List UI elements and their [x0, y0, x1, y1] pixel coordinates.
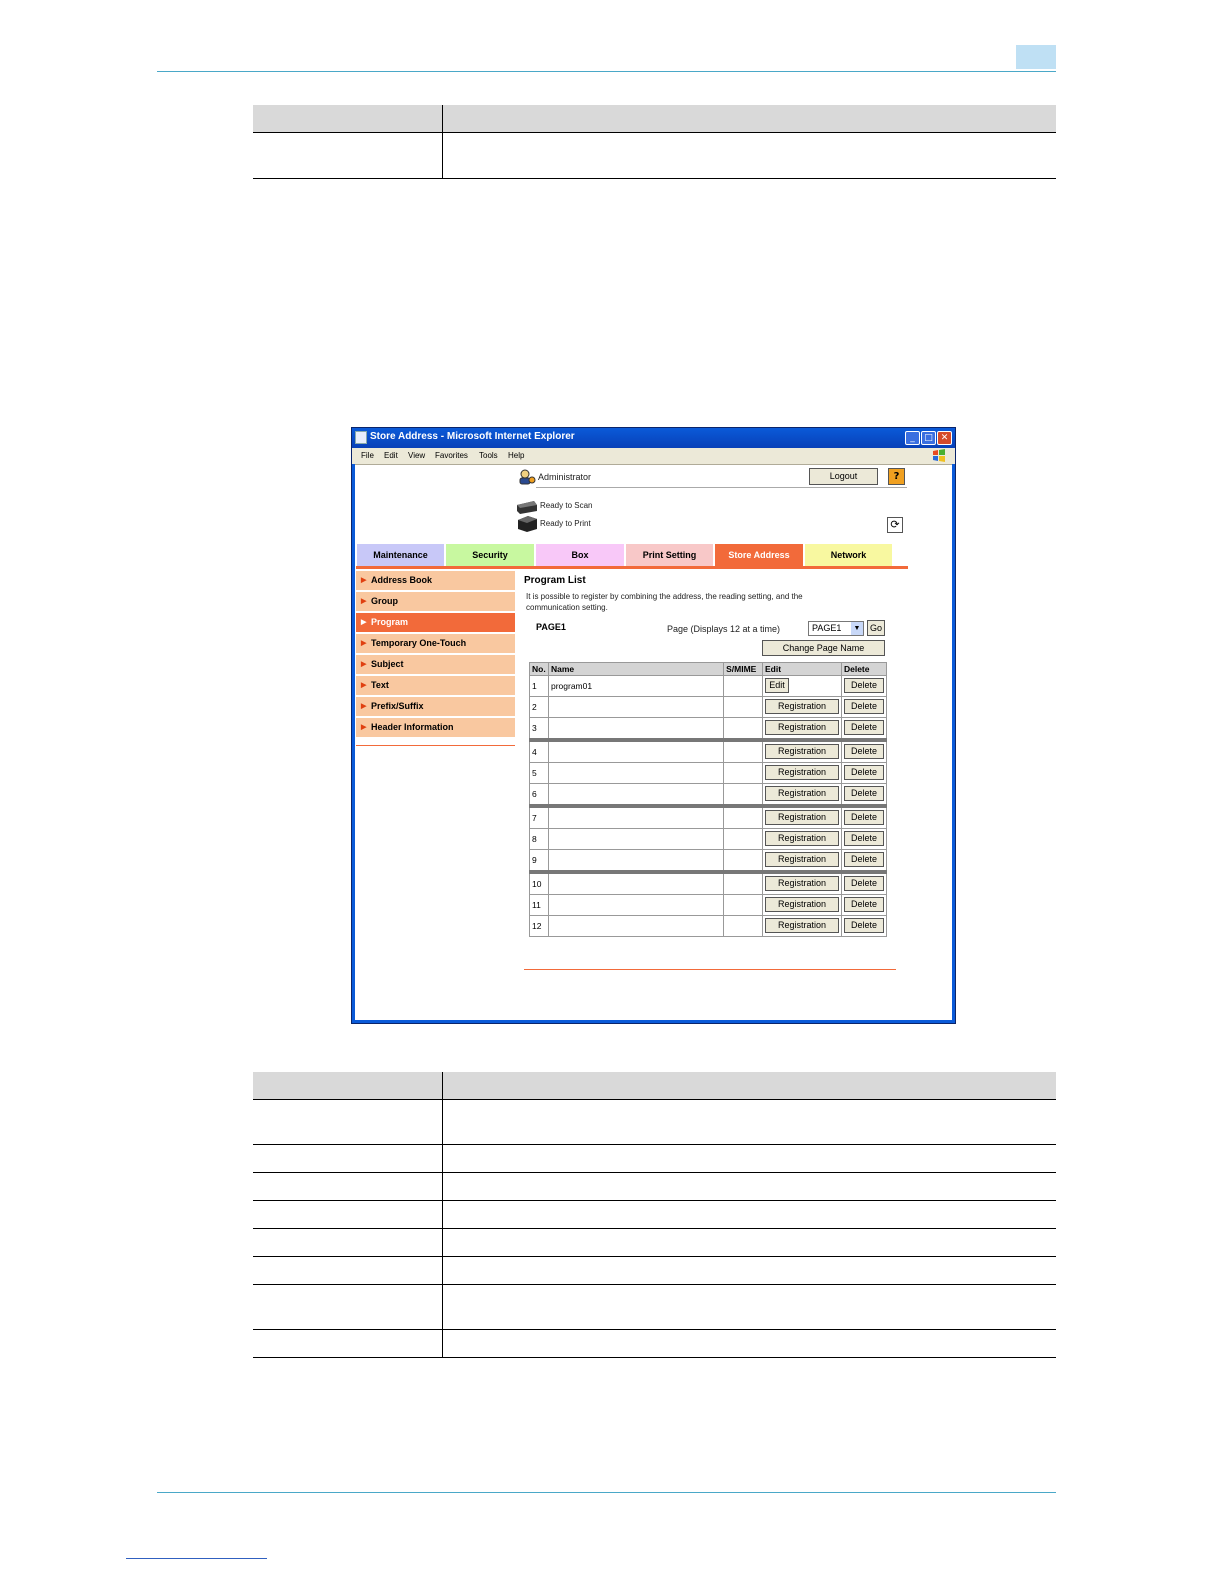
edit-button[interactable]: Edit [765, 678, 789, 693]
row-smime [724, 740, 763, 763]
row-number: 6 [530, 784, 549, 807]
sidebar-item-text[interactable] [356, 676, 515, 695]
delete-button[interactable]: Delete [844, 765, 884, 780]
row-delete-cell [841, 829, 886, 850]
row-name [548, 718, 723, 741]
sidebar-bottom-rule [356, 745, 515, 746]
menu-edit[interactable]: Edit [384, 451, 398, 460]
window-title: Store Address - Microsoft Internet Explorer [370, 431, 575, 442]
menu-favorites[interactable]: Favorites [435, 451, 468, 460]
lower-doc-table-row [253, 1285, 1056, 1330]
sidebar-item-group[interactable] [356, 592, 515, 611]
row-delete-cell [841, 806, 886, 829]
sidebar-item-label: Program [371, 617, 409, 627]
title-bar [352, 428, 955, 448]
row-number: 8 [530, 829, 549, 850]
arrow-right-icon: ▶ [361, 703, 367, 710]
lower-doc-cell [443, 1173, 1057, 1201]
table-row [530, 895, 887, 916]
lower-doc-cell [253, 1285, 443, 1330]
delete-button[interactable]: Delete [844, 678, 884, 693]
lower-doc-table [253, 1072, 1056, 1358]
row-smime [724, 806, 763, 829]
delete-button[interactable]: Delete [844, 699, 884, 714]
row-smime [724, 763, 763, 784]
sidebar-item-temporary-one-touch[interactable] [356, 634, 515, 653]
registration-button[interactable]: Registration [765, 831, 839, 846]
tab-network[interactable]: Network [805, 544, 892, 566]
window-frame-bottom [352, 1020, 955, 1023]
row-action-cell [762, 740, 841, 763]
row-name [548, 763, 723, 784]
column-header-smime: S/MIME [724, 663, 763, 676]
current-page-name: PAGE1 [536, 622, 566, 632]
row-delete-cell [841, 850, 886, 873]
arrow-right-icon: ▶ [361, 661, 367, 668]
row-action-cell [762, 895, 841, 916]
delete-button[interactable]: Delete [844, 720, 884, 735]
change-page-name-button[interactable]: Change Page Name [762, 640, 885, 656]
minimize-button[interactable]: _ [905, 431, 920, 445]
administrator-label: Administrator [538, 472, 592, 482]
arrow-right-icon: ▶ [361, 640, 367, 647]
upper-doc-cell-2 [443, 133, 1057, 179]
administrator-icon [518, 469, 536, 485]
page-bottom-rule [157, 1492, 1056, 1493]
row-name [548, 784, 723, 807]
lower-doc-table-row [253, 1330, 1056, 1358]
row-delete-cell [841, 784, 886, 807]
registration-button[interactable]: Registration [765, 810, 839, 825]
row-smime [724, 916, 763, 937]
page-description: It is possible to register by combining the address, the reading setting, and the communication setting. [526, 592, 803, 612]
upper-doc-cell-1 [253, 133, 443, 179]
ie-page-icon [355, 431, 367, 444]
lower-doc-cell [443, 1257, 1057, 1285]
row-action-cell [762, 784, 841, 807]
row-number: 12 [530, 916, 549, 937]
footer-underline [126, 1558, 267, 1559]
registration-button[interactable]: Registration [765, 744, 839, 759]
header-rule [536, 487, 907, 488]
row-action-cell [762, 916, 841, 937]
sidebar-item-label: Address Book [371, 575, 433, 585]
registration-button[interactable]: Registration [765, 876, 839, 891]
upper-doc-header-cell-2 [443, 105, 1057, 133]
tab-underline [356, 566, 908, 569]
printer-icon [516, 515, 538, 533]
row-number: 9 [530, 850, 549, 873]
row-smime [724, 676, 763, 697]
row-smime [724, 850, 763, 873]
table-row [530, 676, 887, 697]
help-button[interactable]: ? [888, 468, 905, 485]
row-delete-cell [841, 916, 886, 937]
tab-security[interactable]: Security [446, 544, 534, 566]
row-name [548, 895, 723, 916]
table-row [530, 763, 887, 784]
lower-doc-cell [443, 1145, 1057, 1173]
registration-button[interactable]: Registration [765, 897, 839, 912]
row-name [548, 829, 723, 850]
lower-doc-header-cell-2 [443, 1072, 1057, 1100]
refresh-button[interactable] [887, 517, 903, 533]
registration-button[interactable]: Registration [765, 852, 839, 867]
lower-doc-cell [253, 1100, 443, 1145]
lower-doc-table-row [253, 1100, 1056, 1145]
delete-button[interactable]: Delete [844, 897, 884, 912]
program-table-body [530, 676, 887, 937]
registration-button[interactable]: Registration [765, 765, 839, 780]
row-delete-cell [841, 740, 886, 763]
go-button[interactable]: Go [867, 620, 885, 636]
lower-doc-table-header [253, 1072, 1056, 1100]
page-select-label: Page (Displays 12 at a time) [667, 624, 781, 634]
delete-button[interactable]: Delete [844, 876, 884, 891]
registration-button[interactable]: Registration [765, 699, 839, 714]
row-delete-cell [841, 676, 886, 697]
arrow-right-icon: ▶ [361, 724, 367, 731]
lower-doc-table-row [253, 1145, 1056, 1173]
arrow-right-icon: ▶ [361, 577, 367, 584]
arrow-right-icon: ▶ [361, 682, 367, 689]
row-name [548, 697, 723, 718]
column-header-no: No. [530, 663, 549, 676]
sidebar-item-subject[interactable] [356, 655, 515, 674]
row-name [548, 916, 723, 937]
close-button[interactable]: ✕ [937, 431, 952, 445]
page-top-rule [157, 71, 1056, 72]
row-smime [724, 895, 763, 916]
content-bottom-rule [524, 969, 896, 970]
tab-store-address[interactable]: Store Address [715, 544, 803, 566]
table-row [530, 784, 887, 807]
lower-doc-table-row [253, 1229, 1056, 1257]
upper-doc-table-row [253, 133, 1056, 179]
sidebar-item-label: Subject [371, 659, 404, 669]
row-action-cell [762, 676, 841, 697]
lower-doc-cell [253, 1145, 443, 1173]
refresh-icon: ⟳ [890, 518, 900, 531]
registration-button[interactable]: Registration [765, 918, 839, 933]
row-delete-cell [841, 697, 886, 718]
row-delete-cell [841, 895, 886, 916]
lower-doc-cell [253, 1201, 443, 1229]
delete-button[interactable]: Delete [844, 852, 884, 867]
delete-button[interactable]: Delete [844, 831, 884, 846]
row-number: 3 [530, 718, 549, 741]
page-title: Program List [524, 575, 586, 586]
lower-doc-header-cell-1 [253, 1072, 443, 1100]
column-header-edit: Edit [762, 663, 841, 676]
row-number: 5 [530, 763, 549, 784]
table-row [530, 829, 887, 850]
delete-button[interactable]: Delete [844, 744, 884, 759]
lower-doc-cell [443, 1330, 1057, 1358]
table-row [530, 850, 887, 873]
registration-button[interactable]: Registration [765, 786, 839, 801]
upper-doc-header-cell-1 [253, 105, 443, 133]
row-action-cell [762, 872, 841, 895]
row-delete-cell [841, 718, 886, 741]
browser-window [351, 427, 956, 1024]
sidebar-item-label: Temporary One-Touch [371, 638, 467, 648]
row-delete-cell [841, 872, 886, 895]
row-name [548, 806, 723, 829]
row-smime [724, 718, 763, 741]
tab-box[interactable]: Box [536, 544, 624, 566]
table-row [530, 916, 887, 937]
delete-button[interactable]: Delete [844, 786, 884, 801]
logout-button[interactable]: Logout [809, 468, 878, 485]
sidebar-item-header-information[interactable] [356, 718, 515, 737]
table-row [530, 697, 887, 718]
sidebar-item-prefix-suffix[interactable] [356, 697, 515, 716]
tab-maintenance[interactable]: Maintenance [357, 544, 444, 566]
arrow-right-icon: ▶ [361, 598, 367, 605]
tab-print-setting[interactable]: Print Setting [626, 544, 713, 566]
lower-doc-table-row [253, 1201, 1056, 1229]
sidebar-item-address-book[interactable] [356, 571, 515, 590]
menu-tools[interactable]: Tools [479, 451, 498, 460]
menu-help[interactable]: Help [508, 451, 525, 460]
sidebar-item-program[interactable] [356, 613, 515, 632]
registration-button[interactable]: Registration [765, 720, 839, 735]
lower-doc-table-row [253, 1173, 1056, 1201]
row-action-cell [762, 763, 841, 784]
window-frame-right [952, 464, 955, 1023]
page-select-value: PAGE1 [812, 623, 842, 633]
row-number: 1 [530, 676, 549, 697]
sidebar-item-label: Prefix/Suffix [371, 701, 424, 711]
row-smime [724, 872, 763, 895]
status-scan: Ready to Scan [540, 501, 593, 510]
row-name [548, 872, 723, 895]
program-table-header [530, 663, 887, 676]
arrow-right-icon: ▶ [361, 619, 367, 626]
row-action-cell [762, 829, 841, 850]
upper-doc-table-header [253, 105, 1056, 133]
table-row [530, 718, 887, 741]
window-frame-left [352, 464, 355, 1023]
lower-doc-cell [253, 1229, 443, 1257]
row-name: program01 [548, 676, 723, 697]
table-row [530, 740, 887, 763]
lower-doc-cell [443, 1100, 1057, 1145]
chevron-down-icon: ▼ [851, 622, 863, 635]
sidebar-item-label: Header Information [371, 722, 454, 732]
page-select[interactable] [808, 621, 864, 636]
row-smime [724, 697, 763, 718]
program-table [529, 662, 887, 937]
sidebar-item-label: Group [371, 596, 398, 606]
row-name [548, 850, 723, 873]
delete-button[interactable]: Delete [844, 918, 884, 933]
sidebar-item-label: Text [371, 680, 389, 690]
row-smime [724, 784, 763, 807]
row-delete-cell [841, 763, 886, 784]
row-number: 2 [530, 697, 549, 718]
row-action-cell [762, 718, 841, 741]
lower-doc-cell [443, 1201, 1057, 1229]
maximize-button[interactable]: □ [921, 431, 936, 445]
menu-bar [352, 448, 955, 465]
menu-file[interactable]: File [361, 451, 374, 460]
row-action-cell [762, 697, 841, 718]
row-smime [724, 829, 763, 850]
row-number: 4 [530, 740, 549, 763]
menu-view[interactable]: View [408, 451, 426, 460]
row-action-cell [762, 806, 841, 829]
row-name [548, 740, 723, 763]
column-header-delete: Delete [841, 663, 886, 676]
row-number: 10 [530, 872, 549, 895]
column-header-name: Name [548, 663, 723, 676]
windows-logo-icon [932, 449, 946, 462]
table-row [530, 806, 887, 829]
delete-button[interactable]: Delete [844, 810, 884, 825]
row-number: 7 [530, 806, 549, 829]
scanner-icon [516, 499, 538, 515]
lower-doc-cell [443, 1285, 1057, 1330]
lower-doc-table-row [253, 1257, 1056, 1285]
lower-doc-cell [253, 1330, 443, 1358]
chapter-tab-marker [1016, 45, 1056, 69]
lower-doc-cell [443, 1229, 1057, 1257]
row-number: 11 [530, 895, 549, 916]
row-action-cell [762, 850, 841, 873]
lower-doc-cell [253, 1257, 443, 1285]
table-row [530, 872, 887, 895]
upper-doc-table [253, 105, 1056, 179]
status-print: Ready to Print [540, 519, 591, 528]
lower-doc-cell [253, 1173, 443, 1201]
